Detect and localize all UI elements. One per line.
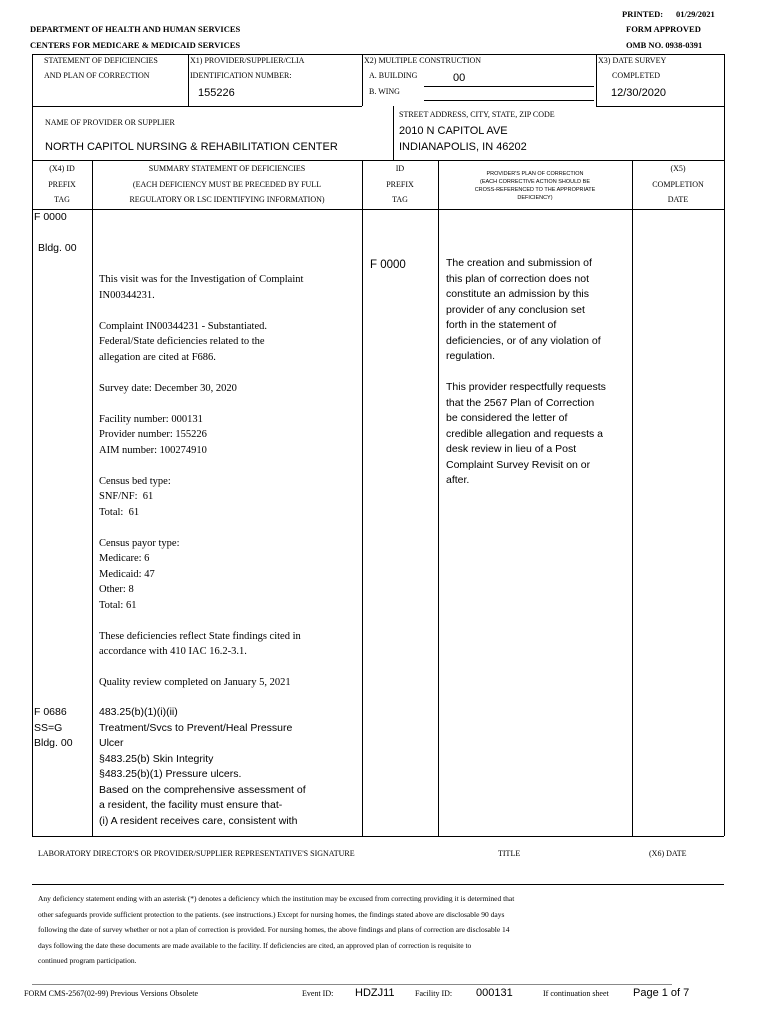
prefix-bldg-f0000: Bldg. 00 <box>38 242 77 254</box>
printed-date: 01/29/2021 <box>676 9 715 19</box>
form-approved: FORM APPROVED <box>626 24 701 34</box>
x4-id-header: (X4) ID <box>49 164 75 173</box>
centers-name: CENTERS FOR MEDICARE & MEDICAID SERVICES <box>30 40 241 50</box>
page-number: Page 1 of 7 <box>633 987 690 999</box>
identification-label: IDENTIFICATION NUMBER: <box>190 71 292 80</box>
id-tag-f0000: F 0000 <box>370 259 406 271</box>
plan-subheader: (EACH CORRECTIVE ACTION SHOULD BE <box>479 179 591 185</box>
signature-label: LABORATORY DIRECTOR'S OR PROVIDER/SUPPLIER REPRESENTATIVE'S SIGNATURE <box>38 849 355 858</box>
address-line2: INDIANAPOLIS, IN 46202 <box>399 141 527 153</box>
survey-date-value: 12/30/2020 <box>611 87 667 99</box>
omb-number: OMB NO. 0938-0391 <box>626 40 703 50</box>
facility-id-label: Facility ID: <box>415 989 453 998</box>
x5-header: (X5) <box>670 164 686 173</box>
provider-id-value: 155226 <box>198 87 235 99</box>
plan-of-correction-text: The creation and submission of this plan of correction does not constitute an admission by this provider of any conclusion set forth in the statement of deficiencies, or of any violation of regulation. This provider respectfully requests that the 2567 Plan of Correction be considered the letter of credible allegation and requests a desk review in lieu of a Post Complaint Survey Revisit on or after. <box>446 257 606 486</box>
clia-label: X1) PROVIDER/SUPPLIER/CLIA <box>190 56 305 65</box>
summary-subheader: (EACH DEFICIENCY MUST BE PRECEDED BY FULL <box>132 180 322 189</box>
date-header: DATE <box>667 195 689 204</box>
id-tag-header: TAG <box>392 195 408 204</box>
plan-header: PROVIDER'S PLAN OF CORRECTION <box>486 171 584 177</box>
wing-label: B. WING <box>369 87 400 96</box>
provider-name-label: NAME OF PROVIDER OR SUPPLIER <box>45 118 175 127</box>
statement-label: STATEMENT OF DEFICIENCIES <box>44 56 158 65</box>
continuation-label: If continuation sheet <box>543 989 609 998</box>
summary-subheader2: REGULATORY OR LSC IDENTIFYING INFORMATION) <box>129 195 325 204</box>
prefix-tag-f0000: F 0000 <box>34 211 67 223</box>
date-survey-label: X3) DATE SURVEY <box>598 56 667 65</box>
summary-text-f0000: This visit was for the Investigation of Complaint IN00344231. Complaint IN00344231 - Substantiated. Federal/State deficiencies related to the allegation are cited at F686. Survey date: December 30, 2020 Facility number: 000131 Provider number: 155226 AIM number: 100274910 Census bed type: SNF/NF: 61 Total: 61 Census payor type: Medicare: 6 Medicaid: 47 Other: 8 Total: 61 These deficiencies reflect State findings cited in accordance with 410 IAC 16.2-3.1. Quality review completed on January 5, 2021 <box>99 274 304 688</box>
disclosure-footnote: Any deficiency statement ending with an asterisk (*) denotes a deficiency which the institution may be excused from correcting providing it is determined that other safeguards provide sufficient protection to the patients. (see instructions.) Except for nursing homes, the findings stated above are disclosable 90 days following the date of survey whether or not a plan of correction is provided. For nursing homes, the above findings and plans of correction are disclosable 14 days following the date these documents are made available to the facility. If deficiencies are cited, an approved plan of correction is requisite to continued program participation. <box>38 894 515 965</box>
form-number: FORM CMS-2567(02-99) Previous Versions Obsolete <box>24 989 199 998</box>
id-header: ID <box>395 164 405 173</box>
id-prefix-header: PREFIX <box>386 180 414 189</box>
summary-text-f0686: 483.25(b)(1)(i)(ii) Treatment/Svcs to Prevent/Heal Pressure Ulcer §483.25(b) Skin Integrity §483.25(b)(1) Pressure ulcers. Based on the comprehensive assessment of a resident, the facility must ensure that- (i) A resident receives care, consistent with <box>99 706 306 827</box>
multiple-construction-label: X2) MULTIPLE CONSTRUCTION <box>364 56 482 65</box>
plan-subheader3: DEFICIENCY) <box>517 195 553 201</box>
summary-header: SUMMARY STATEMENT OF DEFICIENCIES <box>148 164 306 173</box>
building-label: A. BUILDING <box>369 71 418 80</box>
provider-name-value: NORTH CAPITOL NURSING & REHABILITATION CENTER <box>45 141 338 153</box>
completion-header: COMPLETION <box>652 180 704 189</box>
x6-date-label: (X6) DATE <box>649 849 687 858</box>
building-value: 00 <box>453 72 466 84</box>
event-id-label: Event ID: <box>302 989 334 998</box>
plan-of-correction-label: AND PLAN OF CORRECTION <box>44 71 150 80</box>
prefix-tag-f0686: F 0686 SS=G Bldg. 00 <box>34 706 73 749</box>
facility-id-value: 000131 <box>476 987 513 999</box>
x4-tag-header: TAG <box>54 195 70 204</box>
completed-label: COMPLETED <box>612 71 660 80</box>
title-label: TITLE <box>498 849 521 858</box>
plan-subheader2: CROSS-REFERENCED TO THE APPROPRIATE <box>474 187 596 193</box>
x4-prefix-header: PREFIX <box>48 180 76 189</box>
address-line1: 2010 N CAPITOL AVE <box>399 125 508 137</box>
event-id-value: HDZJ11 <box>355 987 395 999</box>
department-name: DEPARTMENT OF HEALTH AND HUMAN SERVICES <box>30 24 241 34</box>
address-label: STREET ADDRESS, CITY, STATE, ZIP CODE <box>399 110 555 119</box>
printed-label: PRINTED: <box>622 9 664 19</box>
